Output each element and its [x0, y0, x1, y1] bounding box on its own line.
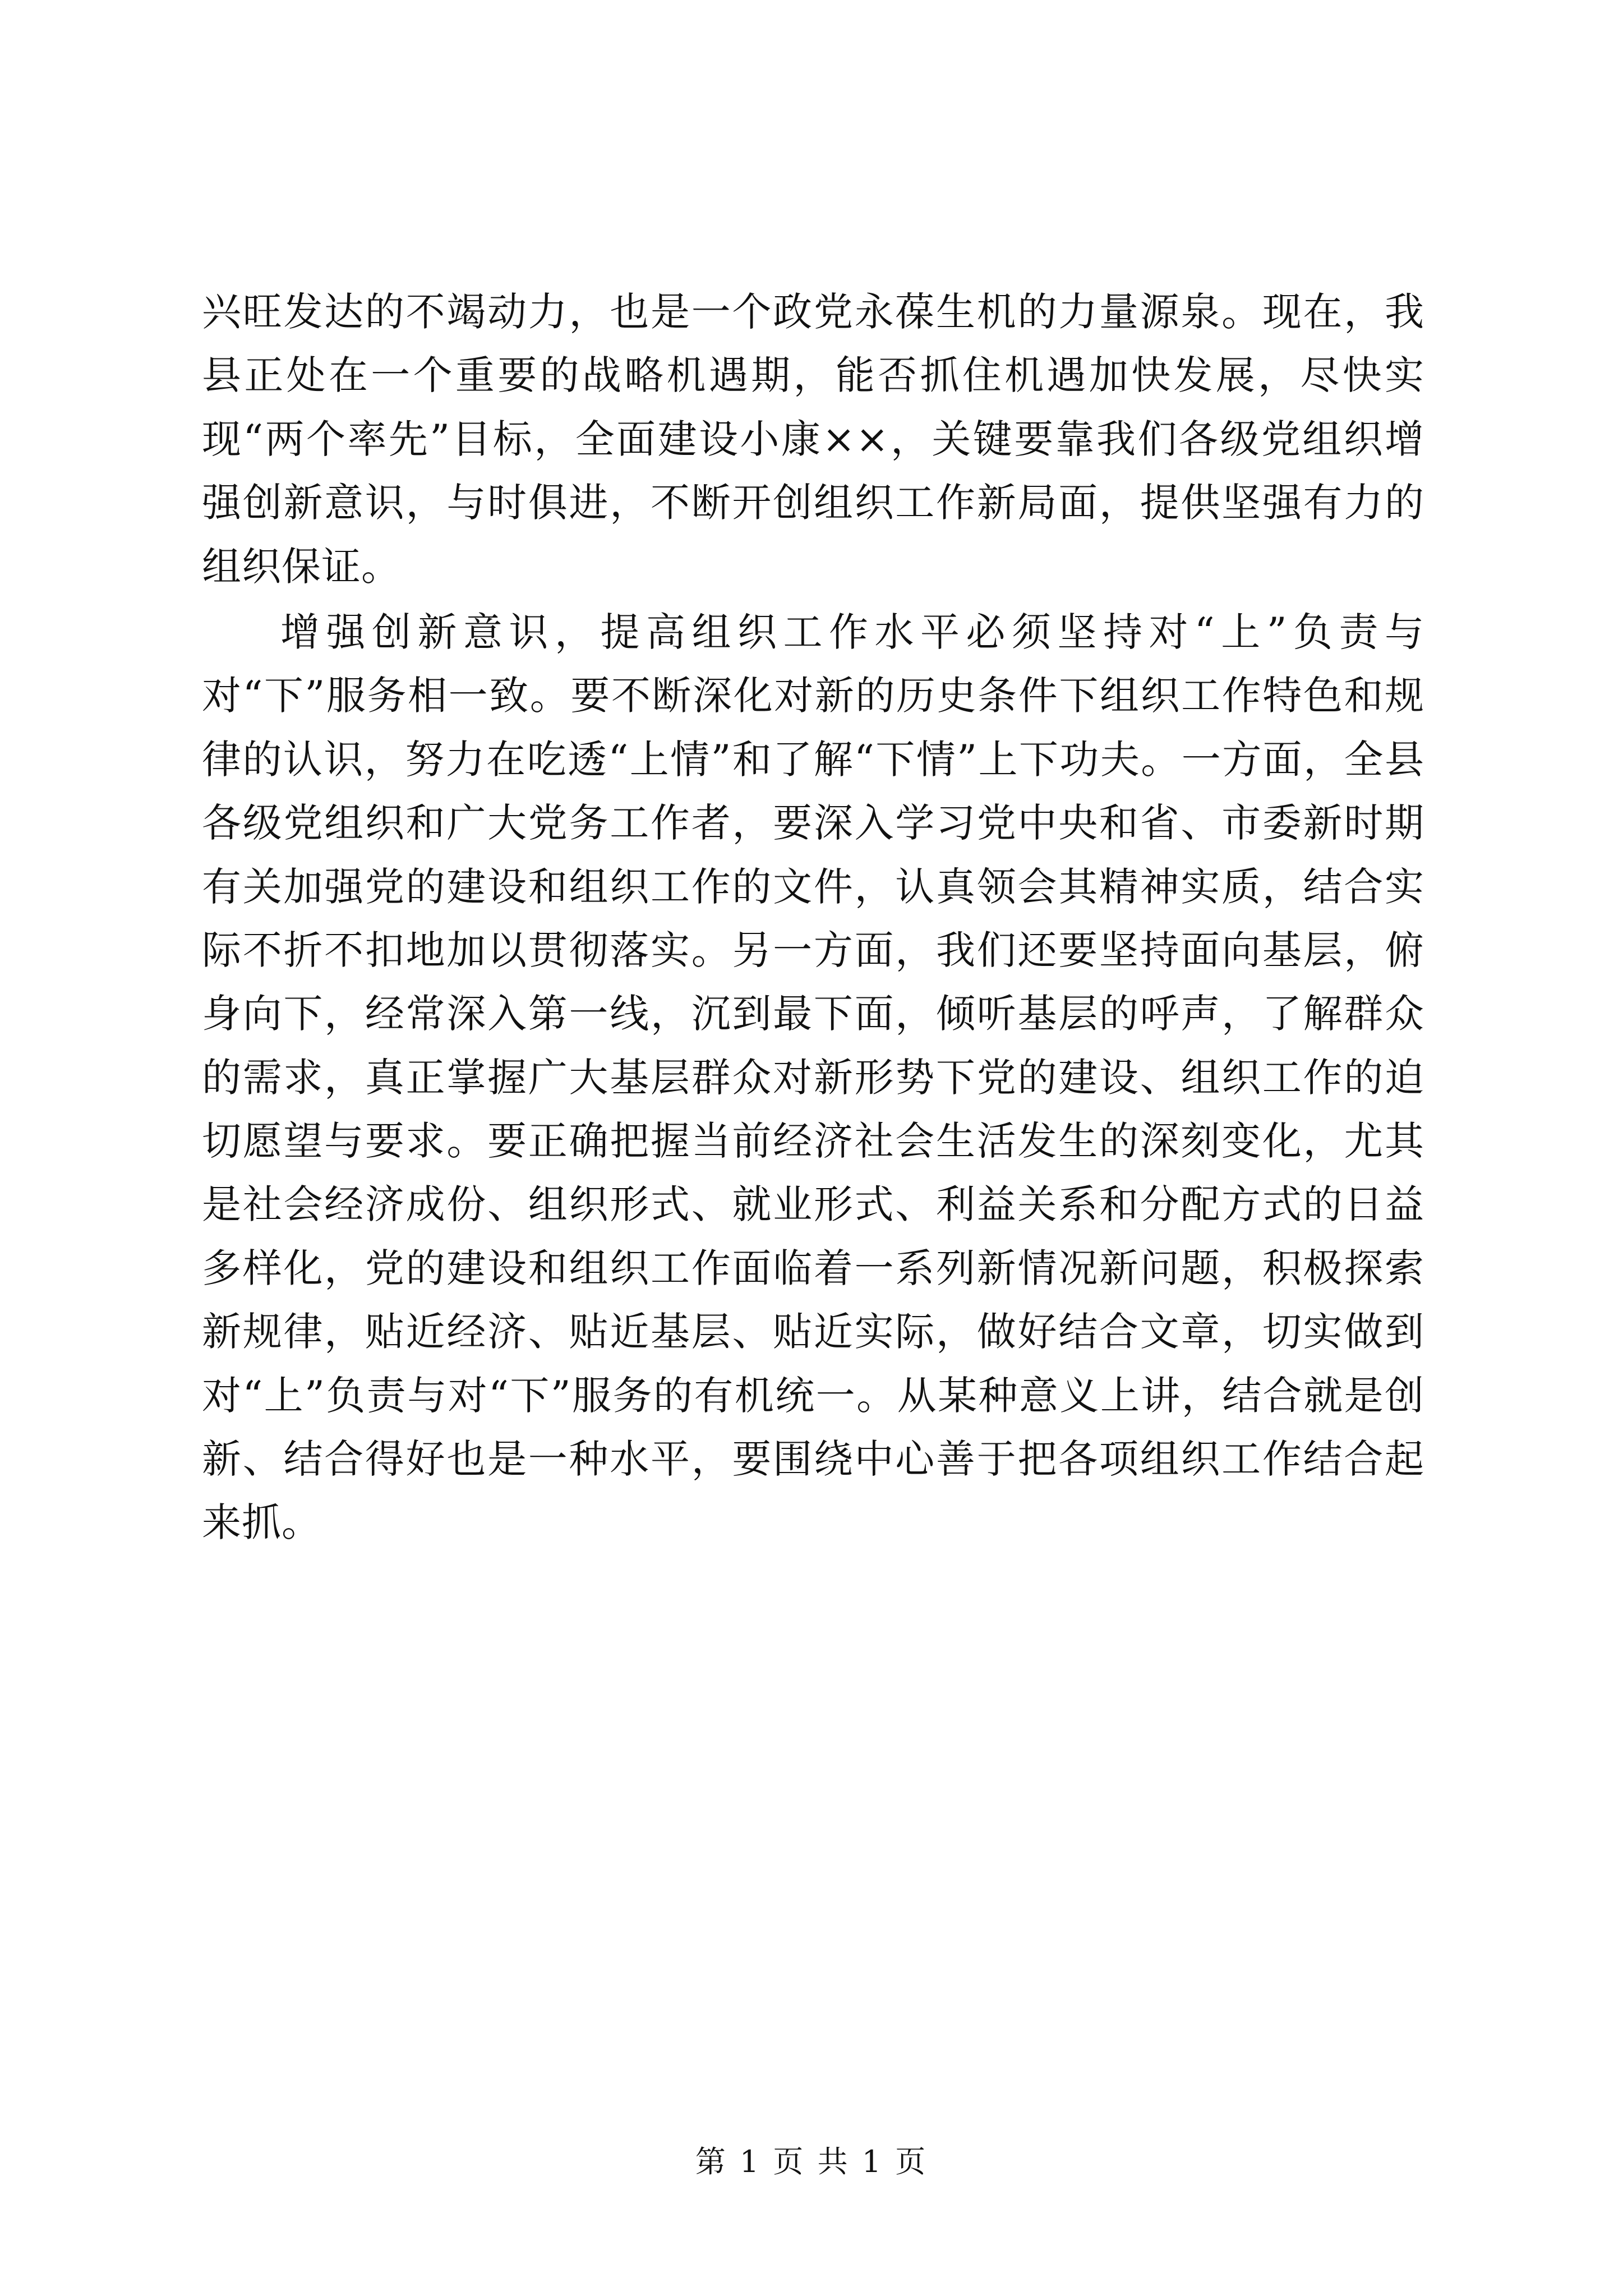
paragraph-1: 兴旺发达的不竭动力，也是一个政党永葆生机的力量源泉。现在，我县正处在一个重要的战略机遇期，能否抓住机遇加快发展，尽快实现“两个率先”目标，全面建设小康××，关键要靠我们各级党组织增强创新意识，与时俱进，不断开创组织工作新局面，提供坚强有力的组织保证。	[202, 289, 1424, 590]
page-footer: 第 1 页 共 1 页	[695, 2144, 928, 2179]
document-body	[202, 280, 1424, 1557]
paragraph-2: 增强创新意识，提高组织工作水平必须坚持对“上”负责与对“下”服务相一致。要不断深化对新的历史条件下组织工作特色和规律的认识，努力在吃透“上情”和了解“下情”上下功夫。一方面，全县各级党组织和广大党务工作者，要深入学习党中央和省、市委新时期有关加强党的建设和组织工作的文件，认真领会其精神实质，结合实际不折不扣地加以贯彻落实。另一方面，我们还要坚持面向基层，俯身向下，经常深入第一线，沉到最下面，倾听基层的呼声，了解群众的需求，真正掌握广大基层群众对新形势下党的建设、组织工作的迫切愿望与要求。要正确把握当前经济社会生活发生的深刻变化，尤其是社会经济成份、组织形式、就业形式、利益关系和分配方式的日益多样化，党的建设和组织工作面临着一系列新情况新问题，积极探索新规律，贴近经济、贴近基层、贴近实际，做好结合文章，切实做到对“上”负责与对“下”服务的有机统一。从某种意义上讲，结合就是创新、结合得好也是一种水平，要围绕中心善于把各项组织工作结合起来抓。	[202, 609, 1424, 1546]
